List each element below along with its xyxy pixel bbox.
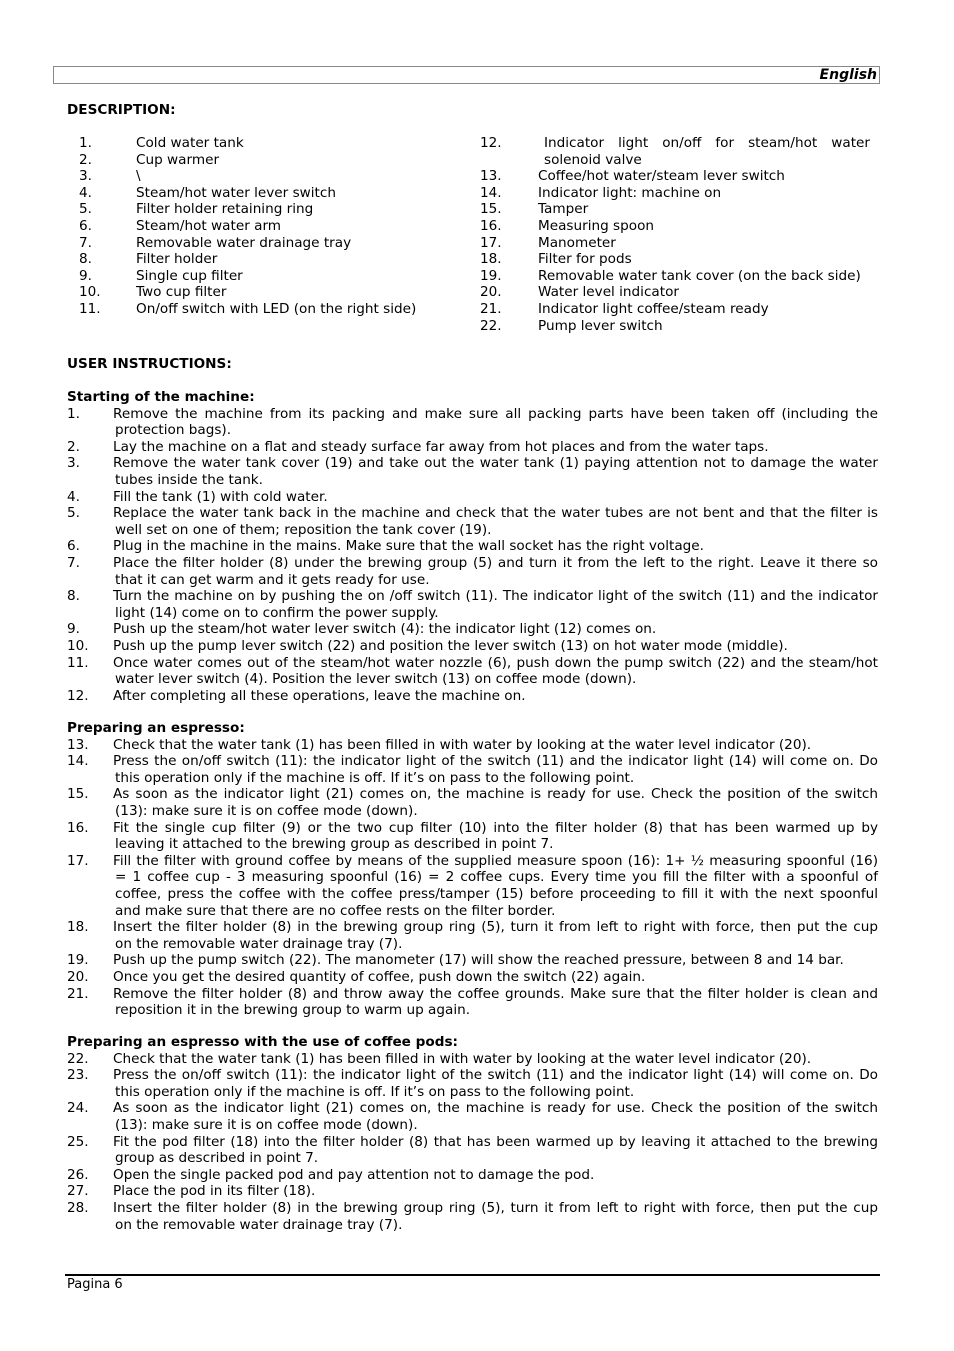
description-item (79, 235, 439, 252)
step-text (113, 969, 878, 986)
step-line: (13): make sure it is on coffee mode (down). (115, 802, 418, 819)
step-number: 8. (67, 588, 80, 605)
step-text (113, 1051, 878, 1068)
step-line: Remove the water tank cover (19) and take out the water tank (1) paying attention not to damage the water (113, 455, 878, 472)
item-number: 22. (480, 317, 502, 334)
description-item (79, 284, 439, 301)
description-item (79, 168, 439, 185)
instruction-step (67, 1100, 878, 1133)
language-label: English (819, 67, 877, 83)
instruction-step (67, 753, 878, 786)
step-line: Fill the filter with ground coffee by means of the supplied measure spoon (16): 1+ ½ measuring spoonful (16) (113, 852, 878, 869)
step-line: Once water comes out of the steam/hot water nozzle (6), push down the pump switch (22) and the steam/hot (113, 654, 878, 671)
step-line: Fit the pod filter (18) into the filter holder (8) that has been warmed up by leaving it attached to the brewing (113, 1133, 878, 1150)
step-number: 2. (67, 438, 80, 455)
instruction-step (67, 986, 878, 1019)
step-line: Push up the pump switch (22). The manometer (17) will show the reached pressure, between 8 and 14 bar. (113, 952, 844, 969)
step-text (113, 952, 878, 969)
instruction-step (67, 1167, 878, 1184)
description-item (79, 251, 439, 268)
step-line: Insert the filter holder (8) in the brewing group ring (5), turn it from left to right with force, then put the cup (113, 919, 878, 936)
instruction-step (67, 655, 878, 688)
step-line: As soon as the indicator light (21) comes on, the machine is ready for use. Check the position of the switch (113, 786, 878, 803)
instruction-step (67, 1067, 878, 1100)
espresso-section (67, 720, 878, 1019)
item-number: 19. (480, 267, 502, 284)
step-line: protection bags). (115, 422, 232, 439)
instruction-step (67, 638, 878, 655)
item-number: 15. (480, 201, 502, 218)
step-text (113, 1200, 878, 1233)
description-item (480, 301, 870, 318)
item-text: Manometer (538, 234, 616, 251)
item-number: 2. (79, 151, 92, 168)
step-line: Lay the machine on a flat and steady surface far away from hot places and from the water taps. (113, 438, 769, 455)
item-number: 4. (79, 184, 92, 201)
starting-section (67, 389, 878, 704)
starting-steps (67, 406, 878, 705)
step-text (113, 455, 878, 488)
step-line: Push up the pump lever switch (22) and position the lever switch (13) on hot water mode (middle). (113, 637, 788, 654)
pods-section (67, 1034, 878, 1233)
description-item (79, 201, 439, 218)
item-text: Water level indicator (538, 284, 679, 301)
espresso-steps (67, 737, 878, 1019)
description-item (480, 168, 870, 185)
item-text: Measuring spoon (538, 217, 655, 234)
item-number: 7. (79, 234, 92, 251)
instruction-step (67, 489, 878, 506)
item-number: 13. (480, 168, 502, 185)
step-line: Remove the machine from its packing and make sure all packing parts have been taken off (including the (113, 405, 878, 422)
item-number: 10. (79, 284, 101, 301)
item-text: Single cup filter (136, 267, 243, 284)
instruction-step (67, 919, 878, 952)
step-number: 18. (67, 919, 89, 936)
item-text: Tamper (538, 201, 589, 218)
step-number: 27. (67, 1183, 89, 1200)
item-text: Coffee/hot water/steam lever switch (538, 168, 785, 185)
instruction-step (67, 538, 878, 555)
item-number: 9. (79, 267, 92, 284)
description-item (79, 218, 439, 235)
step-number: 24. (67, 1100, 89, 1117)
step-text (113, 655, 878, 688)
step-text (113, 688, 878, 705)
step-number: 23. (67, 1067, 89, 1084)
instruction-step (67, 737, 878, 754)
step-number: 11. (67, 654, 89, 671)
step-line: Place the filter holder (8) under the brewing group (5) and turn it from the left to the right. Leave it there so (113, 554, 878, 571)
item-text: Two cup filter (136, 284, 227, 301)
instruction-step (67, 952, 878, 969)
instruction-step (67, 455, 878, 488)
step-number: 1. (67, 405, 80, 422)
step-line: Turn the machine on by pushing the on /off switch (11). The indicator light of the switch (11) and the indicator (113, 588, 878, 605)
description-item (480, 235, 870, 252)
step-number: 14. (67, 753, 89, 770)
item-number: 17. (480, 234, 502, 251)
pods-heading: Preparing an espresso with the use of coffee pods: (67, 1034, 458, 1050)
step-text (113, 1067, 878, 1100)
instruction-step (67, 853, 878, 919)
step-line: leaving it attached to the brewing group as described in point 7. (115, 836, 554, 853)
item-text: Steam/hot water lever switch (136, 184, 336, 201)
item-text: Indicator light: machine on (538, 184, 722, 201)
step-line: Replace the water tank back in the machine and check that the water tubes are not bent and that the filter is (113, 505, 878, 522)
step-number: 17. (67, 852, 89, 869)
description-item (79, 185, 439, 202)
step-number: 15. (67, 786, 89, 803)
step-line: Press the on/off switch (11): the indicator light of the switch (11) and the indicator light (14) will come on. Do (113, 753, 878, 770)
step-number: 12. (67, 687, 89, 704)
step-text (113, 439, 878, 456)
step-text (113, 1183, 878, 1200)
step-line: As soon as the indicator light (21) comes on, the machine is ready for use. Check the position of the switch (113, 1100, 878, 1117)
item-text: Pump lever switch (538, 317, 663, 334)
description-item (480, 284, 870, 301)
step-line: reposition it in the brewing group to warm up again. (115, 1002, 471, 1019)
instruction-step (67, 1051, 878, 1068)
step-text (113, 986, 878, 1019)
step-text (113, 489, 878, 506)
instruction-step (67, 555, 878, 588)
page-number: Pagina 6 (67, 1277, 123, 1292)
item-text: Cold water tank (136, 135, 244, 151)
step-text (113, 1100, 878, 1133)
step-line: light (14) come on to confirm the power supply. (115, 604, 439, 621)
instruction-step (67, 1200, 878, 1233)
user-instructions-heading: USER INSTRUCTIONS: (67, 356, 232, 372)
step-line: and make sure that there are no coffee rests on the filter border. (115, 902, 556, 919)
step-line: coffee, press the coffee with the coffee press/tamper (15) before proceeding to fill it with the next spoonful (115, 885, 878, 902)
item-text: On/off switch with LED (on the right side) (136, 300, 417, 317)
step-line: Open the single packed pod and pay attention not to damage the pod. (113, 1166, 595, 1183)
step-number: 13. (67, 736, 89, 753)
step-text (113, 786, 878, 819)
item-number: 5. (79, 201, 92, 218)
instruction-step (67, 439, 878, 456)
description-heading: DESCRIPTION: (67, 102, 176, 118)
pods-steps (67, 1051, 878, 1234)
step-line: Check that the water tank (1) has been filled in with water by looking at the water level indicator (20). (113, 1050, 812, 1067)
description-item (79, 135, 439, 152)
instruction-step (67, 969, 878, 986)
instruction-step (67, 1183, 878, 1200)
step-line: water lever switch (4). Position the lever switch (13) on coffee mode (down). (115, 671, 637, 688)
instruction-step (67, 588, 878, 621)
item-number: 8. (79, 251, 92, 268)
instruction-step (67, 621, 878, 638)
step-text (113, 853, 878, 919)
description-item (480, 251, 870, 268)
step-number: 5. (67, 505, 80, 522)
instruction-step (67, 1134, 878, 1167)
step-number: 20. (67, 968, 89, 985)
step-line: Check that the water tank (1) has been filled in with water by looking at the water level indicator (20). (113, 736, 812, 753)
step-line: on the removable water drainage tray (7). (115, 935, 403, 952)
item-text: Removable water tank cover (on the back side) (538, 267, 861, 284)
step-line: Insert the filter holder (8) in the brewing group ring (5), turn it from left to right with force, then put the cup (113, 1199, 878, 1216)
step-line: tubes inside the tank. (115, 471, 264, 488)
item-number: 12. (480, 135, 502, 151)
step-line: group as described in point 7. (115, 1150, 319, 1167)
instruction-step (67, 786, 878, 819)
step-line: well set on one of them; reposition the tank cover (19). (115, 521, 492, 538)
step-text (113, 753, 878, 786)
step-line: this operation only if the machine is off. If it’s on pass to the following point. (115, 769, 635, 786)
step-number: 4. (67, 488, 80, 505)
step-text (113, 1134, 878, 1167)
item-text: \ (136, 168, 141, 185)
step-text (113, 621, 878, 638)
instruction-step (67, 505, 878, 538)
step-number: 3. (67, 455, 80, 472)
step-line: = 1 coffee cup - 3 measuring spoonful (16) = 2 coffee cups. Every time you fill the filter with a spoonful of (115, 869, 878, 886)
step-text (113, 638, 878, 655)
step-text (113, 505, 878, 538)
step-text (113, 555, 878, 588)
item-number: 6. (79, 217, 92, 234)
step-line: Fill the tank (1) with cold water. (113, 488, 328, 505)
step-number: 16. (67, 819, 89, 836)
step-number: 6. (67, 538, 80, 555)
step-number: 7. (67, 554, 80, 571)
step-line: Push up the steam/hot water lever switch (4): the indicator light (12) comes on. (113, 621, 657, 638)
item-text: Indicator light on/off for steam/hot water solenoid valve (544, 135, 870, 168)
step-number: 22. (67, 1050, 89, 1067)
item-text: Filter holder retaining ring (136, 201, 314, 218)
step-line: Remove the filter holder (8) and throw away the coffee grounds. Make sure that the filter holder is clean and (113, 985, 878, 1002)
description-item (79, 301, 439, 318)
step-line: that it can get warm and it gets ready for use. (115, 571, 430, 588)
footer-rule (65, 1274, 880, 1276)
description-list-right (480, 135, 870, 334)
step-line: Fit the single cup filter (9) or the two cup filter (10) into the filter holder (8) that has been warmed up by (113, 819, 878, 836)
step-line: Press the on/off switch (11): the indicator light of the switch (11) and the indicator light (14) will come on. Do (113, 1067, 878, 1084)
step-text (113, 737, 878, 754)
description-item (480, 268, 870, 285)
step-text (113, 919, 878, 952)
step-line: Once you get the desired quantity of coffee, push down the switch (22) again. (113, 968, 646, 985)
item-number: 11. (79, 300, 101, 317)
item-text: Indicator light coffee/steam ready (538, 300, 769, 317)
description-item (480, 135, 870, 168)
item-number: 20. (480, 284, 502, 301)
step-line: this operation only if the machine is off. If it’s on pass to the following point. (115, 1083, 635, 1100)
description-item (79, 268, 439, 285)
item-text: Filter holder (136, 251, 218, 268)
item-number: 21. (480, 300, 502, 317)
step-text (113, 820, 878, 853)
step-line: (13): make sure it is on coffee mode (down). (115, 1116, 418, 1133)
item-text: Steam/hot water arm (136, 217, 282, 234)
step-line: Place the pod in its filter (18). (113, 1183, 316, 1200)
description-list-left (79, 135, 439, 318)
starting-heading: Starting of the machine: (67, 389, 255, 405)
step-text (113, 1167, 878, 1184)
step-number: 25. (67, 1133, 89, 1150)
description-item (480, 185, 870, 202)
item-text: Cup warmer (136, 151, 220, 168)
item-number: 14. (480, 184, 502, 201)
step-number: 28. (67, 1199, 89, 1216)
step-line: on the removable water drainage tray (7). (115, 1216, 403, 1233)
item-text: Filter for pods (538, 251, 632, 268)
instruction-step (67, 406, 878, 439)
step-line: Plug in the machine in the mains. Make sure that the wall socket has the right voltage. (113, 538, 704, 555)
step-text (113, 538, 878, 555)
step-text (113, 406, 878, 439)
instruction-step (67, 688, 878, 705)
instruction-step (67, 820, 878, 853)
item-number: 18. (480, 251, 502, 268)
step-number: 21. (67, 985, 89, 1002)
step-number: 10. (67, 637, 89, 654)
description-item (79, 152, 439, 169)
item-number: 3. (79, 168, 92, 185)
step-number: 9. (67, 621, 80, 638)
step-line: After completing all these operations, leave the machine on. (113, 687, 526, 704)
step-number: 19. (67, 952, 89, 969)
item-number: 16. (480, 217, 502, 234)
step-text (113, 588, 878, 621)
step-number: 26. (67, 1166, 89, 1183)
description-item (480, 201, 870, 218)
description-item (480, 318, 870, 335)
item-text: Removable water drainage tray (136, 234, 352, 251)
description-item (480, 218, 870, 235)
espresso-heading: Preparing an espresso: (67, 720, 245, 736)
header-box (53, 66, 880, 84)
item-number: 1. (79, 135, 92, 151)
